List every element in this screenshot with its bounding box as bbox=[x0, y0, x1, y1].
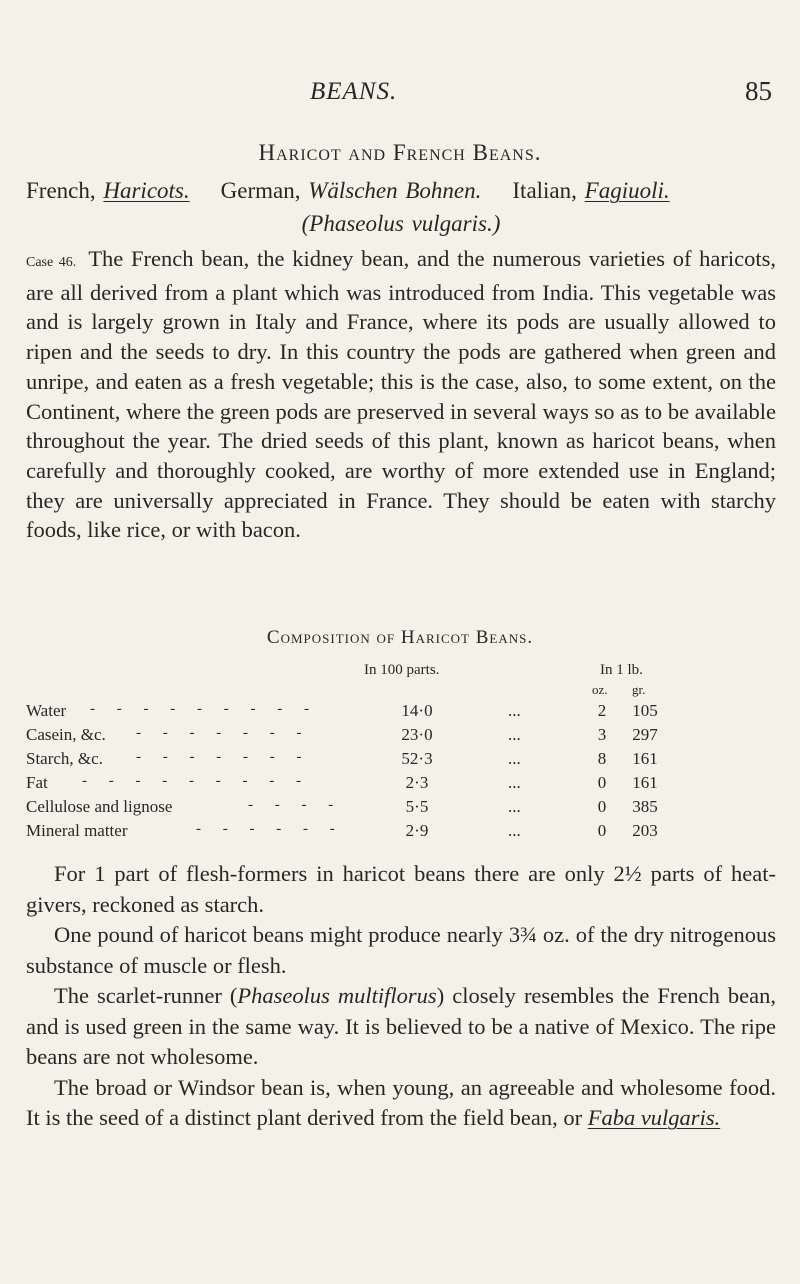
row-percent: 23·0 bbox=[401, 725, 433, 744]
row-oz: 0 bbox=[597, 821, 607, 840]
closing-paragraphs bbox=[26, 859, 776, 1134]
page-number: 85 bbox=[745, 76, 772, 106]
french-name: Haricots. bbox=[103, 178, 190, 203]
row-dots: ... bbox=[508, 701, 521, 720]
paragraph-text: The French bean, the kidney bean, and the numerous varieties of haricots, are all derived from a plant which was introduced from India. This vegetable was and is largely grown in Italy and France, where its pods are usually allowed to ripen and the seeds to dry. In this country the pods are gathered when green and unripe, and eaten as a fresh vegetable; this is the case, also, to some extent, on the Continent, where the green pods are preserved in several ways so as to be available throughout the year. The dried seeds of this plant, known as haricot beans, when carefully and thoroughly cooked, are worthy of more extended use in England; they are universally appreciated in France. They should be eaten with starchy foods, like rice, or with bacon. bbox=[26, 246, 777, 543]
names-line bbox=[26, 174, 776, 207]
french-label: French, bbox=[26, 178, 96, 203]
paragraph-scarlet-runner bbox=[26, 981, 776, 1073]
row-label: Mineral matter bbox=[26, 821, 128, 840]
row-dots: ... bbox=[508, 749, 521, 768]
row-label: Starch, &c. bbox=[26, 749, 103, 768]
german-label: German, bbox=[220, 178, 301, 203]
broad-bean-text: The broad or Windsor bean is, when young, an agreeable and wholesome food. It is the seed of a distinct plant derived from the field bean, or bbox=[26, 1074, 776, 1130]
column-subheader-gr: gr. bbox=[632, 682, 646, 697]
row-label: Cellulose and lignose bbox=[26, 797, 173, 816]
row-oz: 8 bbox=[597, 749, 607, 768]
row-label: Water bbox=[26, 701, 67, 720]
table-header bbox=[0, 662, 800, 702]
leader-dashes: - - - - bbox=[248, 797, 343, 813]
row-gr: 161 bbox=[632, 773, 658, 792]
row-gr: 105 bbox=[632, 701, 658, 720]
case-label: Case 46. bbox=[26, 255, 77, 270]
leader-dashes: - - - - - - - - - bbox=[90, 701, 318, 717]
broad-bean-scientific: Faba vulgaris. bbox=[587, 1105, 721, 1130]
paragraph-broad-bean bbox=[26, 1073, 776, 1134]
paragraph-flesh-formers: For 1 part of flesh-formers in haricot beans there are only 2½ parts of heat-givers, reckoned as starch. bbox=[26, 861, 776, 917]
running-head bbox=[0, 74, 800, 114]
leader-dashes: - - - - - - bbox=[196, 821, 344, 837]
row-percent: 2·3 bbox=[405, 773, 429, 792]
column-header-lb: In 1 lb. bbox=[600, 662, 643, 678]
paragraph-nitrogenous: One pound of haricot beans might produce nearly 3¾ oz. of the dry nitrogenous substance of muscle or flesh. bbox=[26, 922, 776, 978]
row-gr: 385 bbox=[632, 797, 658, 816]
row-gr: 161 bbox=[632, 749, 658, 768]
table-title: Composition of Haricot Beans. bbox=[266, 627, 534, 648]
row-dots: ... bbox=[508, 725, 521, 744]
leader-dashes: - - - - - - - bbox=[136, 749, 311, 765]
table-row bbox=[26, 797, 786, 821]
table-row bbox=[26, 773, 786, 797]
row-label: Fat bbox=[26, 773, 48, 792]
column-subheader-oz: oz. bbox=[592, 682, 608, 697]
scarlet-runner-scientific: Phaseolus multiflorus bbox=[237, 983, 437, 1008]
table-row bbox=[26, 821, 786, 845]
row-dots: ... bbox=[508, 773, 521, 792]
row-gr: 297 bbox=[632, 725, 658, 744]
row-dots: ... bbox=[508, 797, 521, 816]
row-oz: 2 bbox=[597, 701, 607, 720]
main-paragraph bbox=[26, 244, 776, 545]
row-oz: 0 bbox=[597, 797, 607, 816]
table-row bbox=[26, 701, 786, 725]
table-row bbox=[26, 749, 786, 773]
italian-name: Fagiuoli. bbox=[584, 178, 670, 203]
german-name: Wälschen Bohnen. bbox=[308, 178, 482, 203]
scarlet-runner-text-end: ) closely resembles the French bean, and is used green in the same way. It is believed to be a native of Mexico. The ripe beans are not wholesome. bbox=[26, 983, 776, 1069]
section-title: Haricot and French Beans. bbox=[258, 140, 542, 165]
table-row bbox=[26, 725, 786, 749]
row-label: Casein, &c. bbox=[26, 725, 106, 744]
row-dots: ... bbox=[508, 821, 521, 840]
scientific-name: (Phaseolus vulgaris.) bbox=[301, 211, 501, 236]
italian-label: Italian, bbox=[512, 178, 577, 203]
row-gr: 203 bbox=[632, 821, 658, 840]
row-percent: 5·5 bbox=[405, 797, 429, 816]
scarlet-runner-text-start: The scarlet-runner ( bbox=[54, 983, 238, 1008]
leader-dashes: - - - - - - - - - bbox=[82, 773, 310, 789]
row-percent: 14·0 bbox=[401, 701, 433, 720]
column-header-parts: In 100 parts. bbox=[364, 662, 440, 678]
leader-dashes: - - - - - - - bbox=[136, 725, 311, 741]
row-oz: 0 bbox=[597, 773, 607, 792]
row-oz: 3 bbox=[597, 725, 607, 744]
row-percent: 52·3 bbox=[401, 749, 433, 768]
row-percent: 2·9 bbox=[405, 821, 429, 840]
running-title: BEANS. bbox=[310, 78, 398, 105]
composition-table bbox=[26, 701, 786, 845]
language-names bbox=[26, 174, 776, 240]
